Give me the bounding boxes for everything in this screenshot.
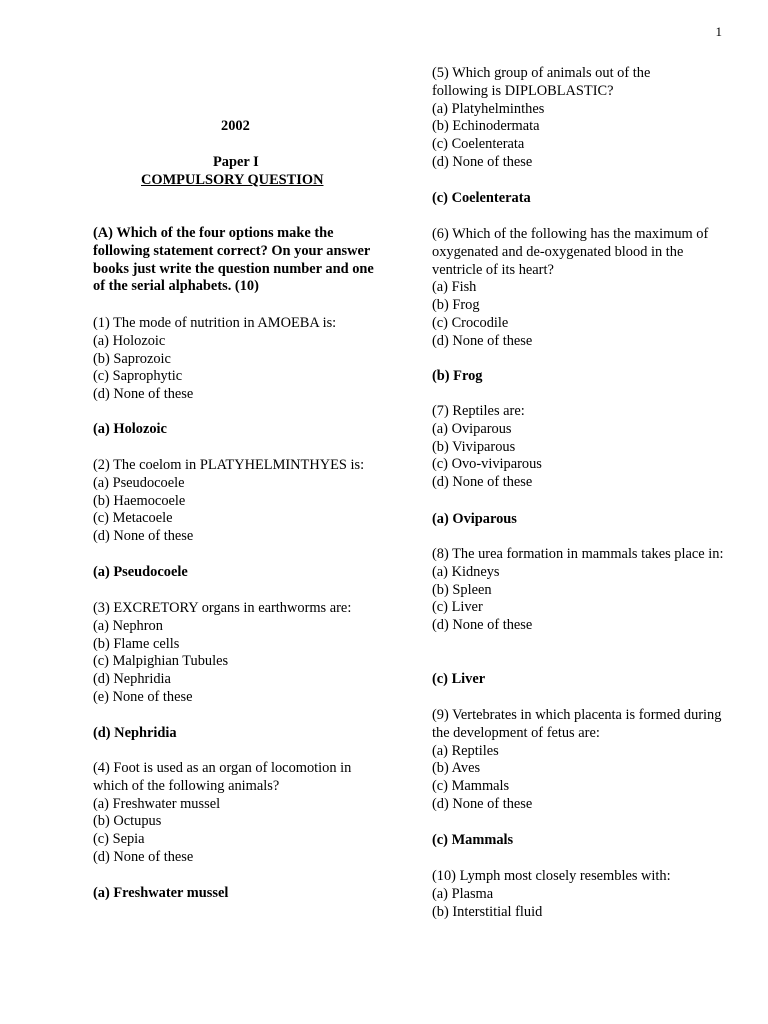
option: (b) Spleen	[432, 581, 492, 598]
option: (d) None of these	[432, 474, 533, 491]
question-2	[93, 457, 393, 546]
option: (a) Nephron	[93, 617, 163, 634]
option: (c) Crocodile	[432, 314, 509, 331]
instruction-text: (A) Which of the four options make the following statement correct? On your answer books just write the question number and one of the serial alphabets. (10)	[93, 225, 374, 295]
option: (c) Liver	[432, 599, 483, 616]
question-stem: (4) Foot is used as an organ of locomotion in which of the following animals?	[93, 760, 352, 794]
answer-6: (b) Frog	[432, 368, 483, 384]
page-number: 1	[715, 24, 722, 39]
option: (d) None of these	[93, 848, 194, 865]
option: (a) Freshwater mussel	[93, 795, 221, 812]
question-4	[93, 760, 383, 867]
answer-2: (a) Pseudocoele	[93, 564, 188, 580]
question-stem: (10) Lymph most closely resembles with:	[432, 868, 671, 884]
option: (c) Ovo-viviparous	[432, 456, 542, 473]
question-stem: (6) Which of the following has the maximum of oxygenated and de-oxygenated blood in the ventricle of its heart?	[432, 226, 709, 278]
answer-5: (c) Coelenterata	[432, 190, 531, 206]
option: (b) Frog	[432, 297, 480, 314]
option: (c) Saprophytic	[93, 368, 183, 385]
answer-3: (d) Nephridia	[93, 725, 177, 741]
option: (d) None of these	[93, 386, 194, 403]
question-1	[93, 315, 393, 404]
option: (d) None of these	[432, 332, 533, 349]
question-8	[432, 546, 728, 635]
option: (c) Mammals	[432, 778, 510, 795]
question-10	[432, 868, 732, 921]
option: (c) Metacoele	[93, 510, 173, 527]
question-stem: (8) The urea formation in mammals takes place in:	[432, 546, 724, 562]
question-5	[432, 65, 682, 172]
option: (b) Interstitial fluid	[432, 903, 543, 920]
question-9	[432, 707, 728, 814]
option: (b) Haemocoele	[93, 492, 186, 509]
question-stem: (3) EXCRETORY organs in earthworms are:	[93, 600, 352, 616]
option: (a) Reptiles	[432, 742, 499, 759]
option: (b) Echinodermata	[432, 118, 540, 135]
question-stem: (1) The mode of nutrition in AMOEBA is:	[93, 315, 337, 331]
option: (c) Sepia	[93, 831, 145, 848]
option: (b) Aves	[432, 760, 481, 777]
option: (b) Octupus	[93, 813, 162, 830]
option: (a) Kidneys	[432, 563, 500, 580]
option: (d) None of these	[93, 528, 194, 545]
question-7	[432, 403, 732, 492]
option: (a) Oviparous	[432, 420, 512, 437]
option: (a) Holozoic	[93, 332, 166, 349]
question-stem: (9) Vertebrates in which placenta is formed during the development of fetus are:	[432, 707, 722, 741]
option: (d) None of these	[432, 795, 533, 812]
answer-1: (a) Holozoic	[93, 421, 167, 437]
option: (b) Viviparous	[432, 438, 516, 455]
option: (d) Nephridia	[93, 671, 171, 688]
option: (a) Fish	[432, 279, 477, 296]
answer-9: (c) Mammals	[432, 832, 514, 848]
question-3	[93, 600, 393, 707]
option: (d) None of these	[432, 617, 533, 634]
answer-7: (a) Oviparous	[432, 511, 517, 527]
option: (a) Pseudocoele	[93, 474, 185, 491]
option: (c) Malpighian Tubules	[93, 653, 229, 670]
question-stem: (5) Which group of animals out of the following is DIPLOBLASTIC?	[432, 65, 651, 99]
option: (e) None of these	[93, 688, 193, 705]
option: (d) None of these	[432, 153, 533, 170]
answer-8: (c) Liver	[432, 671, 486, 687]
exam-year: 2002	[221, 118, 250, 134]
option: (a) Platyhelminthes	[432, 100, 545, 117]
option: (b) Flame cells	[93, 635, 180, 652]
section-title: COMPULSORY QUESTION	[141, 172, 324, 188]
option: (c) Coelenterata	[432, 136, 525, 153]
option: (b) Saprozoic	[93, 350, 171, 367]
paper-title: Paper I	[213, 154, 259, 170]
question-6	[432, 226, 728, 351]
question-stem: (2) The coelom in PLATYHELMINTHYES is:	[93, 457, 365, 473]
option: (a) Plasma	[432, 885, 494, 902]
answer-4: (a) Freshwater mussel	[93, 885, 229, 901]
question-stem: (7) Reptiles are:	[432, 403, 525, 419]
